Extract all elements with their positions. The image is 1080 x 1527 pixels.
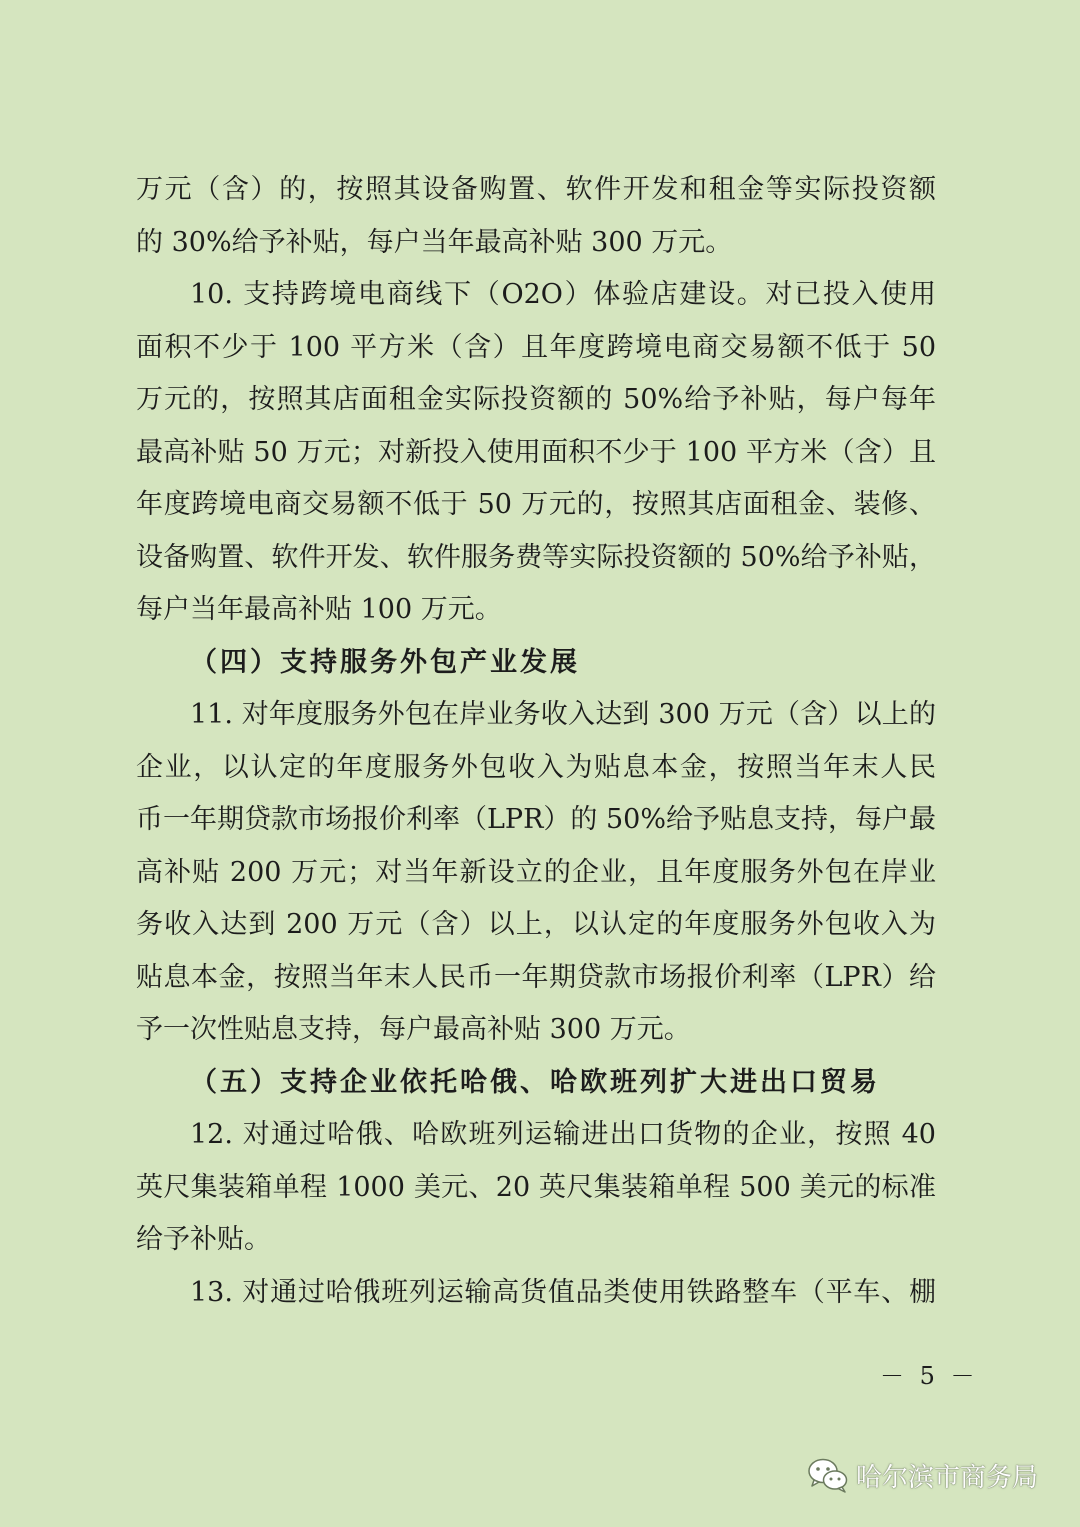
text-line: 币一年期贷款市场报价利率（LPR）的 50%给予贴息支持，每户最 xyxy=(136,804,937,835)
text-line: 10. 支持跨境电商线下（O2O）体验店建设。对已投入使用 xyxy=(190,279,936,310)
text-line: 12. 对通过哈俄、哈欧班列运输进出口货物的企业，按照 40 xyxy=(190,1119,936,1150)
watermark-text: 哈尔滨市商务局 xyxy=(856,1462,1039,1493)
text-line: 最高补贴 50 万元；对新投入使用面积不少于 100 平方米（含）且 xyxy=(136,436,936,468)
text-line: 面积不少于 100 平方米（含）且年度跨境电商交易额不低于 50 xyxy=(136,331,936,363)
text-line: 13. 对通过哈俄班列运输高货值品类使用铁路整车（平车、棚 xyxy=(190,1276,936,1308)
text-line: 万元的，按照其店面租金实际投资额的 50%给予补贴，每户每年 xyxy=(136,384,936,415)
document-body xyxy=(136,164,936,1319)
section-heading: （四）支持服务外包产业发展 xyxy=(190,646,580,678)
text-line: 设备购置、软件开发、软件服务费等实际投资额的 50%给予补贴， xyxy=(136,541,936,573)
text-line: 万元（含）的，按照其设备购置、软件开发和租金等实际投资额 xyxy=(136,174,936,205)
wechat-icon xyxy=(806,1455,850,1495)
section-heading: （五）支持企业依托哈俄、哈欧班列扩大进出口贸易 xyxy=(190,1066,880,1098)
text-line: 英尺集装箱单程 1000 美元、20 英尺集装箱单程 500 美元的标准 xyxy=(136,1171,936,1203)
text-line: 高补贴 200 万元；对当年新设立的企业，且年度服务外包在岸业 xyxy=(136,856,936,888)
text-line: 给予补贴。 xyxy=(136,1224,271,1255)
text-line: 每户当年最高补贴 100 万元。 xyxy=(136,594,502,625)
account-watermark xyxy=(806,1453,1038,1497)
text-line: 11. 对年度服务外包在岸业务收入达到 300 万元（含）以上的 xyxy=(190,699,936,730)
text-line: 务收入达到 200 万元（含）以上，以认定的年度服务外包收入为 xyxy=(136,909,936,940)
text-line: 予一次性贴息支持，每户最高补贴 300 万元。 xyxy=(136,1014,691,1045)
text-line: 的 30%给予补贴，每户当年最高补贴 300 万元。 xyxy=(136,226,733,258)
page-number: － 5 － xyxy=(880,1362,979,1390)
text-line: 贴息本金，按照当年末人民币一年期贷款市场报价利率（LPR）给 xyxy=(136,961,936,993)
text-line: 企业，以认定的年度服务外包收入为贴息本金，按照当年末人民 xyxy=(136,751,936,783)
text-line: 年度跨境电商交易额不低于 50 万元的，按照其店面租金、装修、 xyxy=(136,489,936,520)
